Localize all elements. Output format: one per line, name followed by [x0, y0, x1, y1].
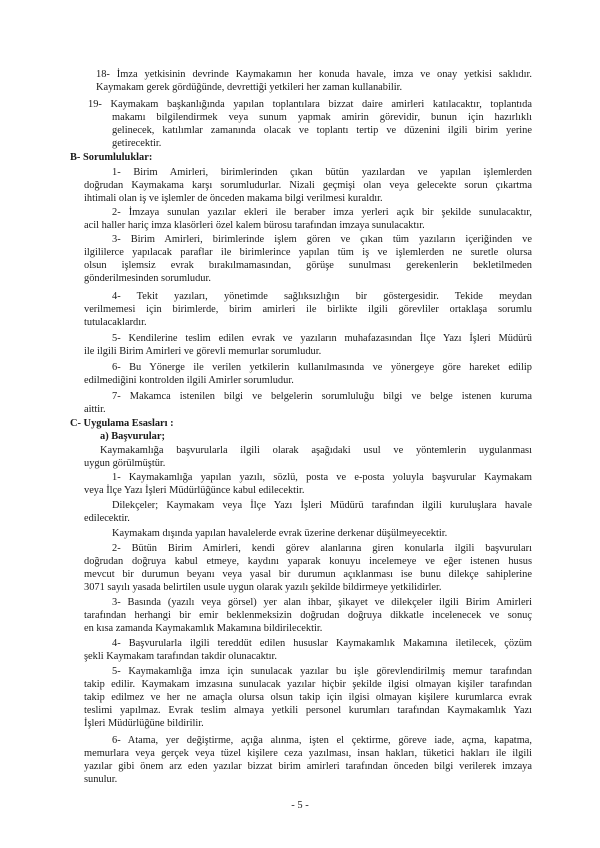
text-line: acil haller hariç imza klasörleri özel kalem bürosu tarafından imzaya sunulacaktır.: [84, 220, 425, 231]
text-line: 3071 sayılı yasada belirtilen usule uygun olarak yazılı şekilde bildirmeye yetkilidirler.: [84, 582, 442, 593]
text-line: gelinecek, katılımlar zamanında olacak ve toplantı tertip ve düzenini ilgili birim yerine: [112, 125, 532, 136]
text-line: Dilekçeler; Kaymakam veya İlçe Yazı İşleri Müdürü tarafından ilgili kuruluşlara havale: [112, 500, 532, 511]
text-line: şekli Kaymakam tarafından takdir olunacaktır.: [84, 651, 278, 662]
text-line: 5- Kendilerine teslim edilen evrak ve yazıların muhafazasından İlçe Yazı İşleri Müdürü: [112, 333, 532, 344]
section-heading: B- Sorumluluklar:: [70, 152, 153, 163]
text-line: ihtimali olan iş ve işlemler de önceden makama bilgi verilmesi kuraldır.: [84, 193, 383, 204]
text-line: 3- Birim Amirleri, birimlerinde işlem gören ve çıkan tüm yazıların içeriğinden ve: [112, 234, 532, 245]
text-line: 5- Kaymakamlığa imza için sunulacak yazılar bu işle görevlendirilmiş memur tarafından: [112, 666, 532, 677]
text-line: mevcut bir durumun beyanı veya yasal bir durumun açıklanması ise bunu dilekçe sahiplerine: [84, 569, 532, 580]
text-line: 3- Basında (yazılı veya görsel) yer alan ihbar, şikayet ve dilekçeler ilgili Birim Amirleri: [112, 597, 532, 608]
text-line: Kaymakamlığa başvurularla ilgili olarak aşağıdaki usul ve yöntemlerin uygulanması: [100, 445, 532, 456]
text-line: 19- Kaymakam başkanlığında yapılan toplantılara bizzat daire amirleri katılacaktır, toplantıda: [88, 99, 532, 110]
text-line: İşleri Müdürlüğüne bildirilir.: [84, 718, 204, 729]
text-line: doğrudan doğruya kabul etmeye, kaydını yaparak konuyu incelemeye ve eğer istenen husus: [84, 556, 532, 567]
text-line: ilgililerce yapılacak paraflar ile birimlerince yapılan tüm iş ve işlemlerden ne suretle olursa: [84, 247, 532, 258]
text-line: tarafından herhangi bir emir beklenmeksizin doğrudan doğruya dikkatle incelenecek ve sonuç: [84, 610, 532, 621]
text-line: 18- İmza yetkisinin devrinde Kaymakamın her konuda havale, imza ve onay yetkisi saklıdır.: [96, 69, 532, 80]
text-line: 4- Tekit yazıları, yönetimde sağlıksızlığın bir göstergesidir. Tekide meydan: [112, 291, 532, 302]
text-line: 1- Kaymakamlığa yapılan yazılı, sözlü, posta ve e-posta yoluyla başvurular Kaymakam: [112, 472, 532, 483]
text-line: Kaymakam gerek gördüğünde, devrettiği yetkileri her zaman kullanabilir.: [96, 82, 403, 93]
page-number: - 5 -: [291, 800, 309, 811]
text-line: teslimi yapılmaz. Evrak teslim almaya yetkili personel kurumları tarafından Kaymakamlık Yazı: [84, 705, 532, 716]
text-line: 6- Bu Yönerge ile verilen yetkilerin kullanılmasında ve yönergeye göre hareket edilip: [112, 362, 532, 373]
text-line: 7- Makamca istenilen bilgi ve belgelerin sorumluluğu bilgi ve belge istenen kuruma: [112, 391, 532, 402]
text-line: getirecektir.: [112, 138, 162, 149]
text-line: takip edilmez ve her ne amaçla olursa olsun takip için ilgisi olmayan kişilere kurumlarca evrak: [84, 692, 532, 703]
text-line: tutulacaklardır.: [84, 317, 147, 328]
text-line: veya İlçe Yazı İşleri Müdürlüğünce kabul edilecektir.: [84, 485, 305, 496]
text-line: edilecektir.: [84, 513, 130, 524]
text-line: 1- Birim Amirleri, birimlerinden çıkan bütün yazılardan ve yapılan işlemlerden: [112, 167, 532, 178]
text-line: makamı bilgilendirmek veya sunum yapmak amirin görevidir, bunun için hazırlıklı: [112, 112, 532, 123]
text-line: edilmediğini kontrolden ilgili Amirler sorumludur.: [84, 375, 294, 386]
text-line: sunulur.: [84, 774, 118, 785]
text-line: verilmemesi için birimlerde, birim amirleri ile birlikte ilgili görevliler ortaklaşa sorumlu: [84, 304, 532, 315]
text-line: uygun görülmüştür.: [84, 458, 166, 469]
text-line: 2- Bütün Birim Amirleri, kendi görev alanlarına giren konularla ilgili başvuruları: [112, 543, 532, 554]
text-line: ile ilgili Birim Amirleri ve görevli memurlar sorumludur.: [84, 346, 322, 357]
text-line: Kaymakam dışında yapılan havalelerde evrak üzerine derkenar düşülmeyecektir.: [112, 528, 448, 539]
text-line: aittir.: [84, 404, 106, 415]
text-line: doğrudan Kaymakama karşı sorumludurlar. Nizali geçmişi olan veya gelecekte sorun çıkartma: [84, 180, 532, 191]
text-line: takip edilir. Kaymakam imzasına sunulacak yazılar hiçbir şekilde ilgisi olmayan kişiler tarafından: [84, 679, 532, 690]
text-line: en kısa zamanda Kaymakamlık Makamına bildirilecektir.: [84, 623, 323, 634]
section-heading: C- Uygulama Esasları :: [70, 418, 174, 429]
text-line: 2- İmzaya sunulan yazılar ekleri ile beraber imza yerleri açık bir şekilde sunulacaktır,: [112, 207, 532, 218]
text-line: gönderilmesinden sorumludur.: [84, 273, 211, 284]
text-line: yazılar gibi önem arz eden yazılar bizzat birim amirleri tarafından önceden bilgi verilerek imzaya: [84, 761, 532, 772]
text-line: memurlara veya gerçek veya tüzel kişilere ceza yazılması, insan hakları, tüketici hakları ile ilgili: [84, 748, 532, 759]
subsection-heading: a) Başvurular;: [100, 431, 165, 442]
text-line: olsun işlemsiz evrak bırakılmamasından, görüşe sunulması gerekenlerin bekletilmeden: [84, 260, 532, 271]
text-line: 4- Başvurularla ilgili tereddüt edilen hususlar Kaymakamlık Makamına iletilecek, çözüm: [112, 638, 532, 649]
text-line: 6- Atama, yer değiştirme, açığa alınma, işten el çektirme, göreve iade, açma, kapatma,: [112, 735, 532, 746]
